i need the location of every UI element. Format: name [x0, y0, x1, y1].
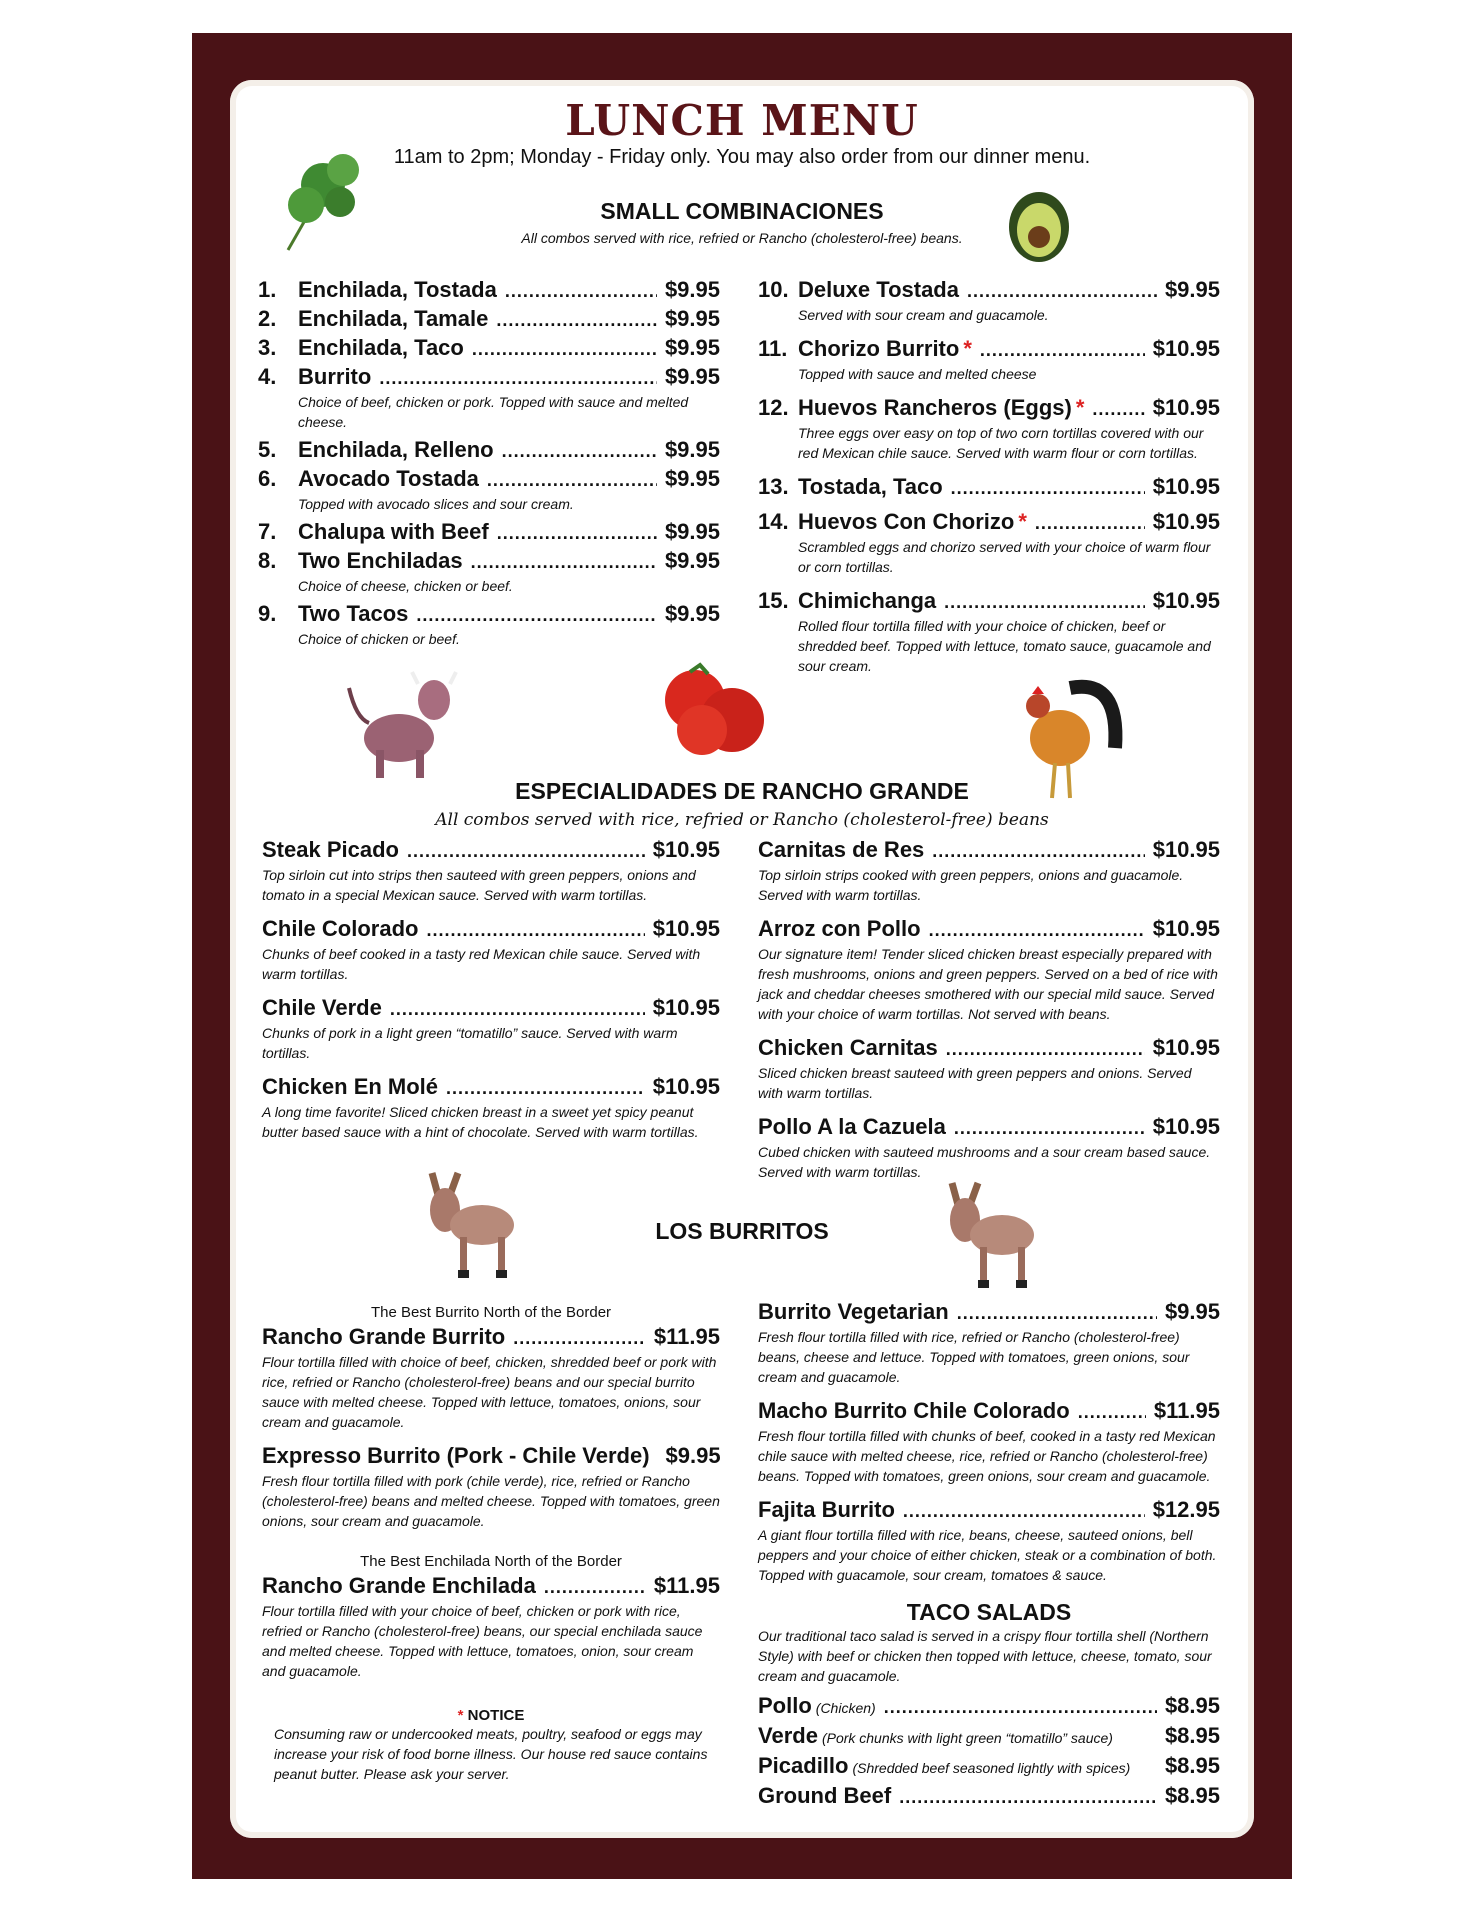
spacer [758, 1186, 1220, 1192]
especialidades-subtitle: All combos served with rice, refried or Rancho (cholesterol-free) beans [435, 810, 1049, 830]
item-number: 5. [258, 437, 277, 462]
item-price: $9.95 [664, 277, 720, 302]
menu-item-row [758, 335, 1220, 364]
item-description: A long time favorite! Sliced chicken breast in a sweet yet spicy peanut butter based sauce with a hint of chocolate. Served with warm tortillas. [262, 1104, 699, 1140]
item-price: $9.95 [664, 519, 720, 544]
item-price: $10.95 [1152, 1035, 1220, 1060]
item-price: $10.95 [652, 837, 720, 862]
item-name: Carnitas de Res [758, 837, 925, 862]
item-price: $10.95 [652, 995, 720, 1020]
menu-item [758, 587, 1220, 686]
item-price: $8.95 [1164, 1783, 1220, 1808]
menu-item [758, 1496, 1220, 1595]
item-number: 4. [258, 364, 277, 389]
item-name: Two Enchiladas [298, 548, 463, 573]
menu-item [262, 1442, 720, 1541]
menu-item [258, 334, 720, 363]
menu-item [262, 915, 720, 994]
menu-item-row [758, 508, 1220, 537]
item-number: 6. [258, 466, 277, 491]
menu-item [262, 1572, 720, 1681]
allergy-star: * [1018, 509, 1027, 534]
leader-dots [944, 588, 1145, 616]
item-note: (Pork chunks with light green “tomatillo” sauce) [821, 1730, 1113, 1746]
item-name: Deluxe Tostada [798, 277, 959, 302]
small-combos-right [758, 276, 1220, 686]
item-description: Topped with sauce and melted cheese [798, 366, 1037, 382]
item-price: $11.95 [1153, 1398, 1220, 1423]
item-price: $10.95 [1152, 474, 1220, 499]
item-description: Chunks of pork in a light green “tomatillo” sauce. Served with warm tortillas. [262, 1025, 678, 1061]
especialidades-title: ESPECIALIDADES DE RANCHO GRANDE [515, 778, 969, 804]
leader-dots [899, 1783, 1157, 1811]
leader-dots [1035, 509, 1145, 537]
item-number: 12. [758, 395, 789, 420]
item-name: Chicken Carnitas [758, 1035, 938, 1060]
item-name: Picadillo [758, 1753, 849, 1778]
leader-dots [951, 474, 1145, 502]
item-name: Chalupa with Beef [298, 519, 489, 544]
spacer [262, 1535, 720, 1541]
menu-item-row [258, 600, 720, 629]
menu-item-row [758, 1692, 1220, 1722]
spacer [758, 1589, 1220, 1595]
menu-item-row [262, 836, 720, 865]
menu-item-row [758, 1034, 1220, 1063]
burrito-tagline: The Best Burrito North of the Border [370, 1304, 612, 1321]
spacer [758, 680, 1220, 686]
item-price: $9.95 [664, 548, 720, 573]
item-name: Enchilada, Tostada [298, 277, 497, 302]
item-name: Tostada, Taco [798, 474, 943, 499]
leader-dots [472, 335, 657, 363]
menu-item-row [758, 473, 1220, 502]
menu-item-row [758, 1752, 1220, 1782]
menu-item [758, 1034, 1220, 1113]
menu-item [758, 1782, 1220, 1811]
item-description: Flour tortilla filled with your choice of beef, chicken or pork with rice, refried or Rancho (cholesterol-free) beans, our special enchilada sauce and melted cheese. Topped with lettuce, tomatoes, onion, sour cream and guacamole. [262, 1603, 703, 1679]
menu-item [258, 276, 720, 305]
item-name: Macho Burrito Chile Colorado [758, 1398, 1070, 1423]
item-description: Our signature item! Tender sliced chicken breast especially prepared with fresh mushrooms, onions and green peppers. Served on a bed of rice with jack and cheddar cheeses smothered with our special mild sauce. Served with your choice of warm tortillas. Not served with beans. [758, 946, 1218, 1022]
item-note: (Chicken) [815, 1700, 876, 1716]
item-description: Choice of beef, chicken or pork. Topped with sauce and melted cheese. [298, 394, 689, 430]
small-combos-subtitle: All combos served with rice, refried or Rancho (cholesterol-free) beans. [521, 230, 963, 246]
item-description: Rolled flour tortilla filled with your choice of chicken, beef or shredded beef. Topped with lettuce, tomato sauce, guacamole and sour cream. [798, 618, 1211, 674]
item-name: Enchilada, Taco [298, 335, 464, 360]
item-number: 7. [258, 519, 277, 544]
menu-item [258, 600, 720, 649]
item-price: $12.95 [1152, 1497, 1220, 1522]
item-name: Chicken En Molé [262, 1074, 439, 1099]
menu-item-row [262, 1073, 720, 1102]
menu-item-row [258, 465, 720, 494]
item-price: $9.95 [664, 306, 720, 331]
small-combos-left [258, 276, 720, 653]
menu-item [758, 473, 1220, 508]
item-name: Enchilada, Relleno [298, 437, 494, 462]
menu-item [758, 1692, 1220, 1722]
menu-item-row [758, 915, 1220, 944]
avocado-image [1004, 185, 1074, 265]
item-name: Ground Beef [758, 1783, 892, 1808]
menu-item [758, 335, 1220, 394]
menu-item-row [262, 1572, 720, 1601]
item-price: $9.95 [664, 437, 720, 462]
menu-item [758, 508, 1220, 587]
item-price: $10.95 [652, 1074, 720, 1099]
menu-item [262, 994, 720, 1073]
leader-dots [957, 1299, 1157, 1327]
enchilada-tagline: The Best Enchilada North of the Border [360, 1553, 622, 1570]
item-price: $9.95 [665, 1443, 721, 1468]
item-price: $9.95 [1164, 277, 1220, 302]
menu-item-row [258, 305, 720, 334]
item-description: Choice of chicken or beef. [298, 631, 460, 647]
item-name: Chile Colorado [262, 916, 419, 941]
leader-dots [980, 336, 1145, 364]
item-description: Choice of cheese, chicken or beef. [298, 578, 513, 594]
menu-item [758, 915, 1220, 1034]
item-number: 15. [758, 588, 789, 613]
item-number: 13. [758, 474, 789, 499]
item-description: Three eggs over easy on top of two corn tortillas covered with our red Mexican chile sauce. Served with warm flour or corn tortillas. [798, 425, 1204, 461]
leader-dots [967, 277, 1157, 305]
item-description: Fresh flour tortilla filled with pork (chile verde), rice, refried or Rancho (cholesterol-free) beans and melted cheese. Topped with tomatoes, green onions, sour cream and guacamole. [262, 1473, 720, 1529]
menu-item-row [758, 394, 1220, 423]
leader-dots [502, 437, 657, 465]
item-number: 1. [258, 277, 277, 302]
leader-dots [390, 995, 645, 1023]
especialidades-left [262, 836, 720, 1152]
item-description: Chunks of beef cooked in a tasty red Mexican chile sauce. Served with warm tortillas. [262, 946, 701, 982]
menu-item-row [758, 1782, 1220, 1811]
menu-item [758, 1113, 1220, 1192]
item-name: Chorizo Burrito [798, 336, 960, 361]
item-name: Expresso Burrito (Pork - Chile Verde) [262, 1443, 650, 1468]
burritos-title: LOS BURRITOS [655, 1218, 829, 1244]
item-description: Flour tortilla filled with choice of beef, chicken, shredded beef or pork with rice, refried or Rancho (cholesterol-free) beans and our special burrito sauce with melted cheese. Topped with lettuce, tomatoes, onions, sour cream and guacamole. [262, 1354, 717, 1430]
item-description: Top sirloin strips cooked with green peppers, onions and guacamole. Served with warm tortillas. [758, 867, 1184, 903]
menu-item-row [758, 587, 1220, 616]
spacer [262, 1146, 720, 1152]
menu-item-row [262, 1442, 720, 1471]
menu-title: LUNCH MENU [565, 96, 919, 145]
item-number: 9. [258, 601, 277, 626]
item-name: Two Tacos [298, 601, 409, 626]
item-description: Topped with avocado slices and sour cream. [298, 496, 574, 512]
leader-dots [471, 548, 657, 576]
item-price: $9.95 [664, 466, 720, 491]
menu-item [258, 436, 720, 465]
item-price: $10.95 [1152, 837, 1220, 862]
item-number: 10. [758, 277, 789, 302]
menu-item [758, 1298, 1220, 1397]
item-description: Sliced chicken breast sauteed with green peppers and onions. Served with warm tortillas. [758, 1065, 1192, 1101]
leader-dots [884, 1693, 1157, 1721]
item-description: Served with sour cream and guacamole. [798, 307, 1049, 323]
burritos-right [758, 1298, 1220, 1811]
bull-image [344, 668, 464, 783]
item-price: $10.95 [1152, 395, 1220, 420]
menu-item-row [758, 1298, 1220, 1327]
leader-dots [416, 601, 657, 629]
item-description: Scrambled eggs and chorizo served with your choice of warm flour or corn tortillas. [798, 539, 1211, 575]
item-price: $11.95 [653, 1324, 720, 1349]
item-price: $9.95 [664, 601, 720, 626]
item-name: Fajita Burrito [758, 1497, 895, 1522]
allergy-star: * [963, 336, 972, 361]
item-price: $11.95 [653, 1573, 720, 1598]
item-price: $10.95 [1152, 1114, 1220, 1139]
leader-dots [954, 1114, 1145, 1142]
leader-dots [487, 466, 657, 494]
leader-dots [903, 1497, 1145, 1525]
item-name: Huevos Con Chorizo [798, 509, 1015, 534]
leader-dots [446, 1074, 645, 1102]
item-number: 2. [258, 306, 277, 331]
item-name: Chile Verde [262, 995, 382, 1020]
item-number: 3. [258, 335, 277, 360]
small-combos-title: SMALL COMBINACIONES [600, 198, 884, 224]
leader-dots [932, 837, 1144, 865]
taco-salads-title: TACO SALADS [906, 1599, 1072, 1625]
item-price: $8.95 [1164, 1693, 1220, 1718]
notice-text: Consuming raw or undercooked meats, poultry, seafood or eggs may increase your risk of food borne illness. Our house red sauce contains peanut butter. Please ask your server. [274, 1726, 708, 1782]
item-price: $10.95 [1152, 916, 1220, 941]
item-name: Steak Picado [262, 837, 399, 862]
menu-item-row [758, 276, 1220, 305]
item-price: $10.95 [652, 916, 720, 941]
menu-hours: 11am to 2pm; Monday - Friday only. You may also order from our dinner menu. [393, 146, 1091, 168]
menu-item [262, 1073, 720, 1152]
menu-item-row [258, 276, 720, 305]
especialidades-right [758, 836, 1220, 1192]
item-price: $8.95 [1164, 1753, 1220, 1778]
leader-dots [407, 837, 645, 865]
leader-dots [426, 916, 644, 944]
item-name: Chimichanga [798, 588, 937, 613]
item-note: (Shredded beef seasoned lightly with spices) [852, 1760, 1131, 1776]
item-name: Burrito Vegetarian [758, 1299, 949, 1324]
menu-item-row [258, 436, 720, 465]
item-number: 14. [758, 509, 789, 534]
item-name: Rancho Grande Burrito [262, 1324, 506, 1349]
menu-item-row [258, 363, 720, 392]
item-number: 11. [758, 336, 788, 361]
item-description: A giant flour tortilla filled with rice, beans, cheese, sauteed onions, bell peppers and your choice of either chicken, steak or a combination of both. Topped with guacamole, sour cream, tomatoes & sauce. [758, 1527, 1217, 1583]
menu-item [258, 518, 720, 547]
item-name: Pollo A la Cazuela [758, 1114, 946, 1139]
menu-item-row [758, 1722, 1220, 1752]
menu-item [258, 363, 720, 432]
leader-dots [505, 277, 657, 305]
item-description: Top sirloin cut into strips then sauteed with green peppers, onions and tomato in a special Mexican sauce. Served with warm tortillas. [262, 867, 696, 903]
menu-item [258, 305, 720, 334]
menu-item [258, 465, 720, 514]
menu-item [758, 836, 1220, 915]
menu-item [758, 1752, 1220, 1782]
menu-item-row [258, 334, 720, 363]
menu-item-row [258, 518, 720, 547]
menu-item [758, 1397, 1220, 1496]
menu-item [262, 1323, 720, 1442]
item-price: $9.95 [664, 364, 720, 389]
item-name: Burrito [298, 364, 372, 389]
tomatoes-image [660, 650, 770, 760]
item-number: 8. [258, 548, 277, 573]
leader-dots [946, 1035, 1145, 1063]
menu-item-row [758, 1496, 1220, 1525]
item-name: Pollo [758, 1693, 812, 1718]
leader-dots [497, 519, 657, 547]
item-name: Avocado Tostada [298, 466, 479, 491]
item-price: $10.95 [1152, 336, 1220, 361]
leader-dots [544, 1573, 646, 1601]
leader-dots [496, 306, 657, 334]
item-description: Cubed chicken with sauteed mushrooms and a sour cream based sauce. Served with warm tortillas. [758, 1144, 1211, 1180]
menu-item-row [262, 915, 720, 944]
item-price: $10.95 [1152, 509, 1220, 534]
item-name: Verde [758, 1723, 818, 1748]
item-price: $9.95 [1164, 1299, 1220, 1324]
item-name: Rancho Grande Enchilada [262, 1573, 536, 1598]
menu-item [758, 394, 1220, 473]
burritos-left [262, 1298, 720, 1784]
taco-salads-desc: Our traditional taco salad is served in a crispy flour tortilla shell (Northern Style) with beef or chicken then topped with lettuce, cheese, tomato, sour cream and guacamole. [758, 1628, 1212, 1684]
item-name: Enchilada, Tamale [298, 306, 489, 331]
menu-item-row [758, 1113, 1220, 1142]
menu-item-row [758, 836, 1220, 865]
item-description: Fresh flour tortilla filled with chunks of beef, cooked in a tasty red Mexican chile sauce with melted cheese, rice, refried or Rancho (cholesterol-free) beans. Topped with tomatoes, green onions, sour cream and guacamole. [758, 1428, 1216, 1484]
menu-item-row [758, 1397, 1220, 1426]
menu-item [758, 1722, 1220, 1752]
leader-dots [1092, 395, 1144, 423]
menu-item-row [258, 547, 720, 576]
menu-item [758, 276, 1220, 335]
leader-dots [929, 916, 1145, 944]
leader-dots [379, 364, 657, 392]
menu-item-row [262, 1323, 720, 1352]
menu-item-row [262, 994, 720, 1023]
menu-item [262, 836, 720, 915]
item-description: Fresh flour tortilla filled with rice, refried or Rancho (cholesterol-free) beans, cheese and lettuce. Topped with tomatoes, green onions, sour cream and guacamole. [758, 1329, 1190, 1385]
leader-dots [1078, 1398, 1146, 1426]
item-price: $8.95 [1164, 1723, 1220, 1748]
item-name: Huevos Rancheros (Eggs) [798, 395, 1072, 420]
notice-title: * NOTICE [457, 1707, 525, 1724]
item-price: $9.95 [664, 335, 720, 360]
allergy-star: * [1075, 395, 1085, 420]
leader-dots [513, 1324, 646, 1352]
menu-item [258, 547, 720, 596]
item-price: $10.95 [1152, 588, 1220, 613]
item-name: Arroz con Pollo [758, 916, 921, 941]
